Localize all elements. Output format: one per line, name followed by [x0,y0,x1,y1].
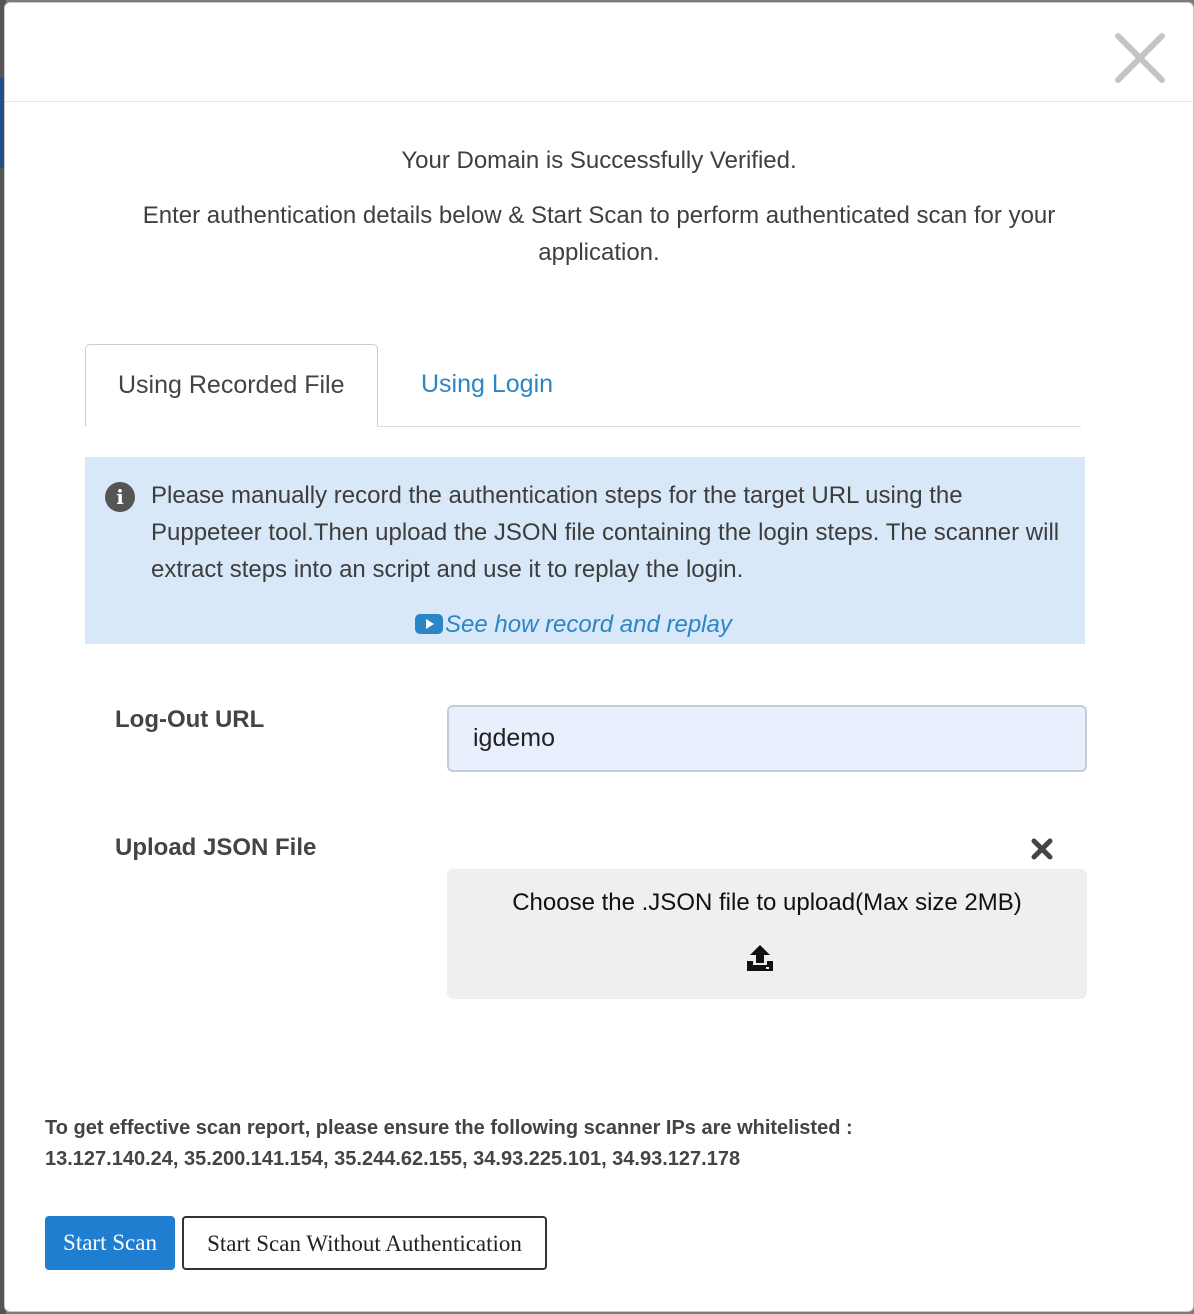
tab-using-recorded-file[interactable]: Using Recorded File [85,344,378,427]
intro-message [5,143,1193,271]
auth-method-tabs [85,344,1081,427]
whitelist-text: To get effective scan report, please ensure the following scanner IPs are whitelisted : [45,1117,853,1139]
logout-url-label: Log-Out URL [115,706,265,733]
upload-json-label: Upload JSON File [115,834,317,861]
info-circle-icon: i [105,482,135,512]
close-icon[interactable] [1113,31,1167,85]
upload-prompt: Choose the .JSON file to upload(Max size 2MB) [512,889,1022,916]
authentication-modal [4,2,1194,1312]
tab-using-login[interactable]: Using Login [421,370,554,398]
upload-icon [745,943,775,973]
json-file-dropzone[interactable] [447,869,1087,999]
verified-message: Your Domain is Successfully Verified. [401,147,797,174]
info-alert [85,457,1085,644]
youtube-icon [415,614,443,634]
record-replay-link[interactable] [415,607,732,643]
info-text: Please manually record the authentication steps for the target URL using the Puppeteer tool.Then upload the JSON file containing the login steps. The scanner will extract steps into an script and use it to replay the login. [151,482,1060,583]
clear-file-icon[interactable] [1029,836,1055,862]
instruction-message: Enter authentication details below & Start Scan to perform authenticated scan for your application. [142,202,1056,266]
start-scan-button[interactable]: Start Scan [45,1216,175,1270]
record-replay-link-label: See how record and replay [445,611,732,638]
scanner-ip-list: 13.127.140.24, 35.200.141.154, 35.244.62.155, 34.93.225.101, 34.93.127.178 [45,1148,741,1170]
logout-url-input[interactable] [447,705,1087,772]
modal-header [5,3,1193,102]
start-scan-without-auth-button[interactable]: Start Scan Without Authentication [182,1216,547,1270]
ip-whitelist-notice [45,1113,1145,1175]
